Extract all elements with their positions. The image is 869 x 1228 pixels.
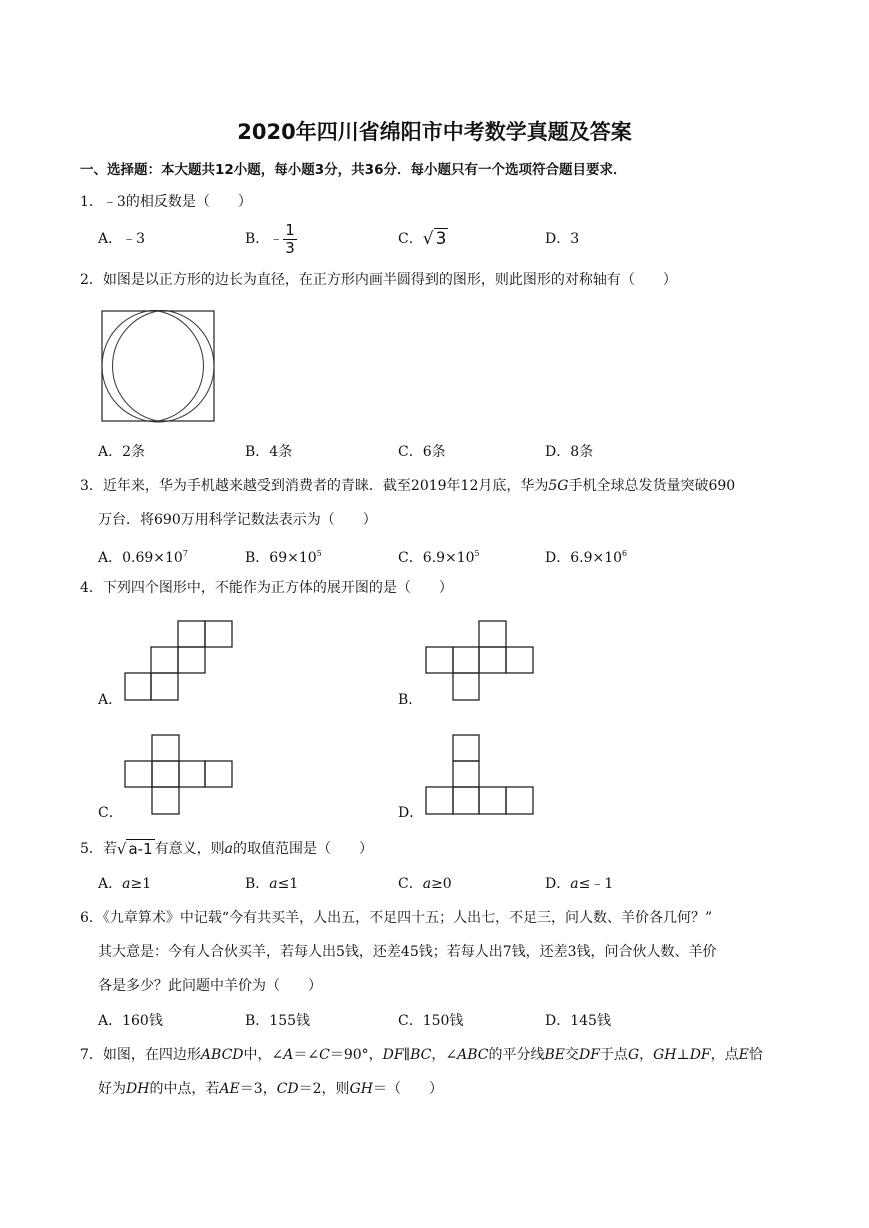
- q4-stem: 4．下列四个图形中，不能作为正方体的展开图的是（ ）: [80, 580, 453, 596]
- q5-stem-text: 5．若: [80, 841, 117, 857]
- text: 的中点，若: [149, 1081, 220, 1097]
- q4-net-c: [124, 734, 234, 816]
- var: GH: [349, 1081, 373, 1097]
- q3-option-b: [245, 544, 322, 568]
- q7-line1: [80, 1045, 763, 1065]
- q5-stem-text-2: 有意义，则: [154, 841, 225, 857]
- fraction-denominator: 3: [285, 238, 295, 257]
- q5-option-a: [98, 874, 151, 894]
- exponent: 5: [474, 549, 480, 558]
- option-relation: ≤1: [277, 876, 299, 892]
- radicand: 3: [435, 229, 447, 249]
- text: ，点: [710, 1047, 739, 1063]
- q5-option-c: [398, 874, 452, 894]
- text: ，: [639, 1047, 654, 1063]
- q6-line3: 各是多少？此问题中羊价为（ ）: [98, 978, 322, 994]
- var: DF: [578, 1047, 600, 1063]
- q5-stem: [80, 839, 373, 859]
- q3-stem-line2: 万台．将690万用科学记数法表示为（ ）: [98, 512, 377, 528]
- q4-net-a: [124, 620, 234, 702]
- q1-option-b: [245, 220, 297, 258]
- var: CD: [276, 1081, 299, 1097]
- q5-stem-text-3: 的取值范围是（ ）: [233, 841, 373, 857]
- q2-option-d: D．8条: [545, 444, 594, 460]
- option-prefix: A．: [98, 876, 123, 892]
- q4-option-a: A．: [98, 692, 123, 708]
- variable-a: a: [122, 876, 131, 892]
- q2-stem: 2．如图是以正方形的边长为直径，在正方形内画半圆得到的图形，则此图形的对称轴有（ ）: [80, 272, 677, 288]
- q1-option-c: [398, 229, 448, 249]
- text: ∥: [403, 1047, 411, 1063]
- q1-option-c-prefix: C．: [398, 231, 423, 247]
- q3-stem-line1: [80, 476, 735, 496]
- option-relation: ≥1: [130, 876, 152, 892]
- var: GH: [653, 1047, 677, 1063]
- q5-option-b: [245, 874, 298, 894]
- exponent: 5: [316, 549, 322, 558]
- option-base: C．6.9×10: [398, 550, 475, 566]
- var: E: [738, 1047, 749, 1063]
- option-base: B．69×10: [245, 550, 317, 566]
- variable-a: a: [422, 876, 432, 892]
- q6-option-d: D．145钱: [545, 1013, 611, 1029]
- q3-option-d: [545, 544, 627, 568]
- text: ＝3，: [239, 1081, 277, 1097]
- q2-option-b: B．4条: [245, 444, 293, 460]
- text: 好为: [98, 1081, 126, 1097]
- q4-option-d: D．: [398, 805, 424, 821]
- var: A: [283, 1047, 294, 1063]
- q6-option-a: A．160钱: [98, 1013, 163, 1029]
- text: 恰: [748, 1047, 763, 1063]
- option-prefix: D．: [545, 876, 571, 892]
- text: ＝（ ）: [372, 1081, 443, 1097]
- q6-line2: 其大意是：今有人合伙买羊，若每人出5钱，还差45钱；若每人出7钱，还差3钱，问合伙人数、羊价: [98, 944, 717, 960]
- var: BE: [544, 1047, 565, 1063]
- variable-a: a: [570, 876, 579, 892]
- var: DF: [382, 1047, 404, 1063]
- q2-option-c: C．6条: [398, 444, 446, 460]
- var: C: [319, 1047, 330, 1063]
- exponent: 6: [622, 549, 628, 558]
- var: ABCD: [200, 1047, 244, 1063]
- q6-line1: 6．《九章算术》中记载“今有共买羊，人出五，不足四十五；人出七，不足三，问人数、羊价各几何？”: [80, 910, 713, 926]
- q4-option-c: C．: [98, 805, 123, 821]
- q4-net-d: [425, 734, 535, 816]
- q1-option-a: A．﹣3: [98, 231, 146, 247]
- option-prefix: C．: [398, 876, 423, 892]
- q4-option-b: B．: [398, 692, 423, 708]
- q6-option-b: B．155钱: [245, 1013, 311, 1029]
- q1-stem: 1．﹣3的相反数是（ ）: [80, 194, 252, 210]
- fraction-numerator: 1: [285, 220, 295, 239]
- q3-option-a: [98, 544, 188, 568]
- option-base: D．6.9×10: [545, 550, 623, 566]
- option-relation: ≤﹣1: [578, 876, 614, 892]
- text: 交: [564, 1047, 579, 1063]
- var: BC: [410, 1047, 432, 1063]
- text: 7．如图，在四边形: [80, 1047, 201, 1063]
- square-root: √ 3: [422, 229, 447, 249]
- var: DF: [689, 1047, 711, 1063]
- q3-5g: 5G: [548, 478, 569, 494]
- square-root: √ a-1: [116, 840, 153, 858]
- text: ＝90°，: [329, 1047, 383, 1063]
- q2-figure-square-semicircles: [101, 310, 216, 423]
- q2-option-a: A．2条: [98, 444, 146, 460]
- variable-a: a: [224, 841, 233, 857]
- text: 中，∠: [243, 1047, 284, 1063]
- section-heading: 一、选择题：本大题共12小题，每小题3分，共36分．每小题只有一个选项符合题目要求．: [80, 162, 627, 178]
- text: 于点: [599, 1047, 628, 1063]
- fraction: [283, 222, 297, 257]
- exponent: 7: [182, 549, 188, 558]
- q1-option-d: D．3: [545, 231, 580, 247]
- var: DH: [126, 1081, 150, 1097]
- q7-line2: [98, 1079, 443, 1099]
- q1-option-b-prefix: B．﹣: [245, 231, 284, 247]
- variable-a: a: [269, 876, 278, 892]
- option-relation: ≥0: [431, 876, 452, 892]
- option-base: A．0.69×10: [98, 550, 183, 566]
- text: 的平分线: [488, 1047, 545, 1063]
- q3-stem-text-2: 手机全球总发货量突破690: [568, 478, 736, 494]
- radicand: a-1: [128, 840, 153, 858]
- q4-net-b: [425, 620, 535, 702]
- q5-option-d: [545, 874, 613, 894]
- text: ⊥: [676, 1047, 690, 1063]
- text: ＝∠: [293, 1047, 320, 1063]
- var: ABC: [457, 1047, 489, 1063]
- var: AE: [219, 1081, 240, 1097]
- q6-option-c: C．150钱: [398, 1013, 464, 1029]
- option-prefix: B．: [245, 876, 270, 892]
- page-title: 2020年四川省绵阳市中考数学真题及答案: [237, 120, 632, 144]
- q3-option-c: [398, 544, 480, 568]
- text: ＝2，则: [298, 1081, 350, 1097]
- text: ，∠: [431, 1047, 458, 1063]
- var: G: [627, 1047, 640, 1063]
- q3-stem-text: 3．近年来，华为手机越来越受到消费者的青睐．截至2019年12月底，华为: [80, 478, 549, 494]
